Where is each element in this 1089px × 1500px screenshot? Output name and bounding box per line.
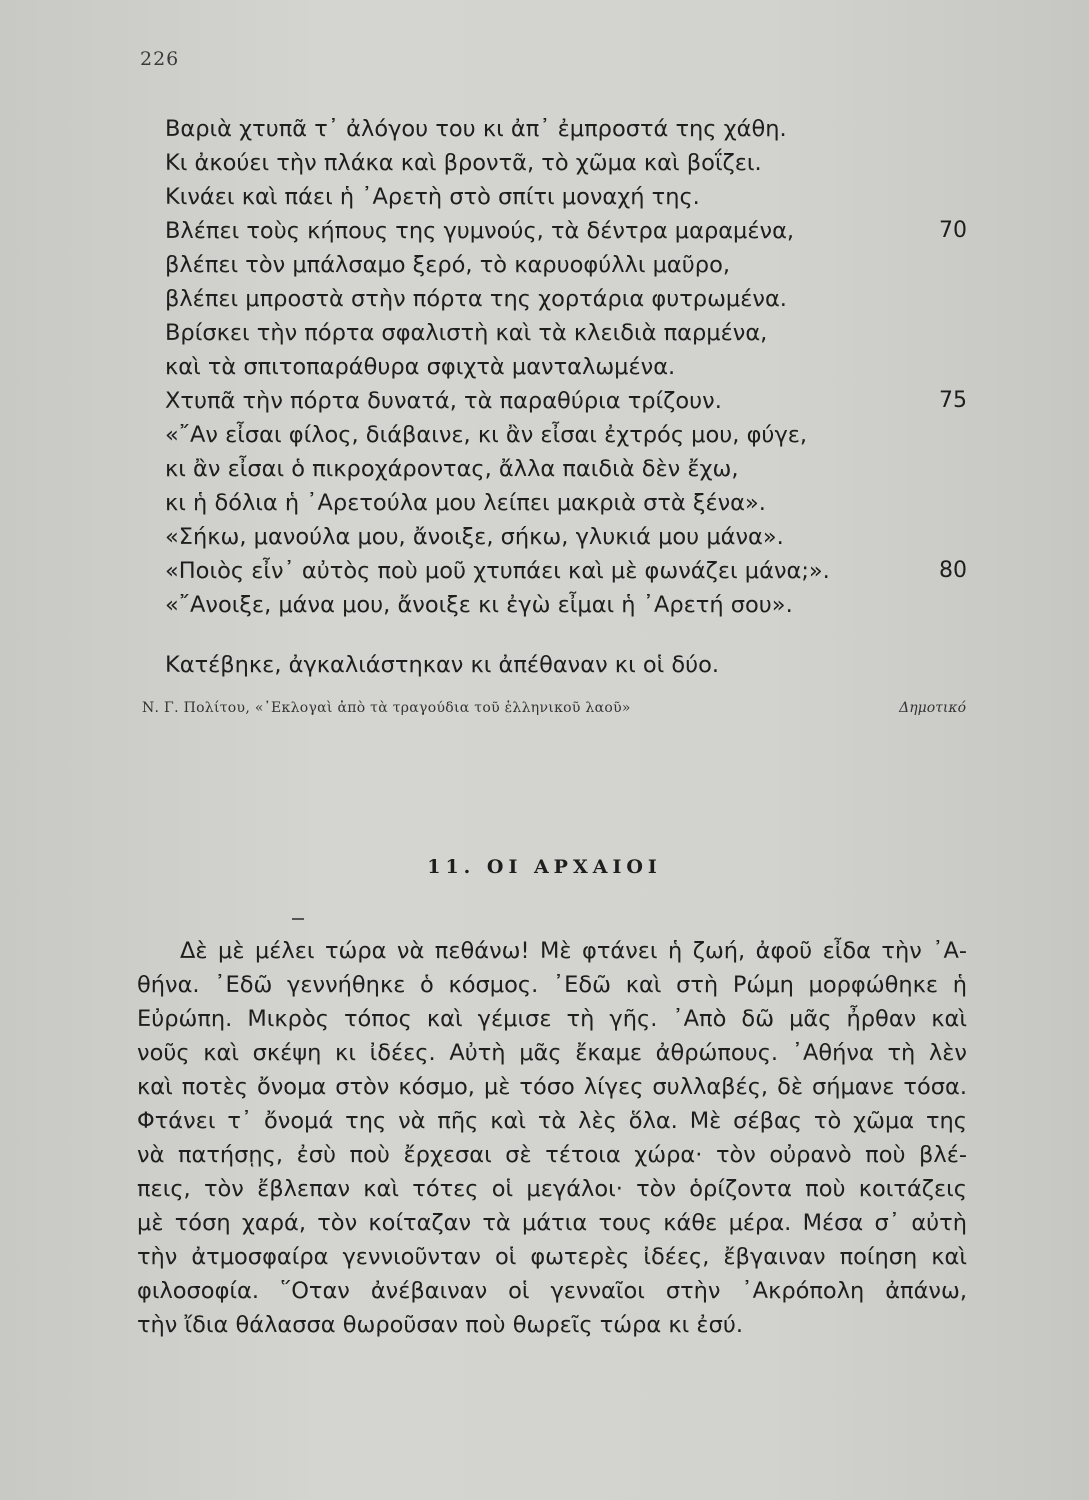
poem-line-text: «῎Ανοιξε, μάνα μου, ἄνοιξε κι ἐγὼ εἶμαι ἡ ᾽Αρετή σου».	[165, 592, 793, 618]
prose-line: φιλοσοφία. ῞Οταν ἀνέβαιναν οἱ γενναῖοι στὴν ᾽Ακρόπολη ἀπάνω,	[137, 1278, 967, 1304]
prose-line: νοῦς καὶ σκέψη κι ἰδέες. Αὐτὴ μᾶς ἔκαμε ἀθρώπους. ᾽Αθήνα τὴ λὲν	[137, 1040, 967, 1066]
poem-line-text: καὶ τὰ σπιτοπαράθυρα σφιχτὰ μανταλωμένα.	[165, 354, 676, 380]
line-number: 70	[939, 218, 967, 243]
chapter-title: 11. ΟΙ ΑΡΧΑΙΟΙ	[427, 856, 662, 878]
prose-body	[137, 934, 967, 1342]
prose-line: τὴν ἴδια θάλασσα θωροῦσαν ποὺ θωρεῖς τώρα κι ἐσύ.	[137, 1312, 744, 1338]
poem-line-text: Κι ἀκούει τὴν πλάκα καὶ βροντᾶ, τὸ χῶμα καὶ βοΐζει.	[165, 150, 762, 176]
poem-line-text: Κινάει καὶ πάει ἡ ᾽Αρετὴ στὸ σπίτι μοναχή της.	[165, 184, 700, 210]
poem-line	[165, 146, 975, 180]
prose-line: νὰ πατήσῃς, ἐσὺ ποὺ ἔρχεσαι σὲ τέτοια χώρα· τὸν οὐρανὸ ποὺ βλέ-	[137, 1142, 967, 1168]
line-number: 75	[939, 388, 967, 413]
poem-line	[165, 588, 975, 622]
poem-line-text: Βλέπει τοὺς κήπους της γυμνούς, τὰ δέντρα μαραμένα,	[165, 218, 795, 244]
poem-line-text: «Σήκω, μανούλα μου, ἄνοιξε, σήκω, γλυκιά μου μάνα».	[165, 524, 784, 550]
poem-line-text: Βρίσκει τὴν πόρτα σφαλιστὴ καὶ τὰ κλειδιὰ παρμένα,	[165, 320, 768, 346]
poem-line	[165, 112, 975, 146]
poem-line-text: Χτυπᾶ τὴν πόρτα δυνατά, τὰ παραθύρια τρίζουν.	[165, 388, 722, 414]
poem-line	[165, 180, 975, 214]
poem-line-text: βλέπει μπροστὰ στὴν πόρτα της χορτάρια φυτρωμένα.	[165, 286, 787, 312]
poem-line	[165, 486, 975, 520]
poem-line	[165, 316, 975, 350]
page-number: 226	[140, 48, 180, 70]
source-citation: Ν. Γ. Πολίτου, «᾽Εκλογαὶ ἀπὸ τὰ τραγούδια τοῦ ἑλληνικοῦ λαοῦ»	[142, 700, 631, 716]
poem-line-text: «Ποιὸς εἶν᾽ αὐτὸς ποὺ μοῦ χτυπάει καὶ μὲ φωνάζει μάνα;».	[165, 558, 830, 584]
line-number: 80	[939, 558, 967, 583]
poem-line	[165, 214, 975, 248]
source-genre: Δημοτικό	[899, 700, 966, 716]
poem-line	[165, 282, 975, 316]
divider-dash	[292, 918, 304, 920]
prose-line: Φτάνει τ᾽ ὄνομά της νὰ πῆς καὶ τὰ λὲς ὅλα. Μὲ σέβας τὸ χῶμα της	[137, 1108, 967, 1134]
poem-line-text: κι ἂν εἶσαι ὁ πικροχάροντας, ἄλλα παιδιὰ δὲν ἔχω,	[165, 456, 739, 482]
prose-line: καὶ ποτὲς ὄνομα στὸν κόσμο, μὲ τόσο λίγες συλλαβές, δὲ σήμανε τόσα.	[137, 1074, 967, 1100]
prose-line: πεις, τὸν ἔβλεπαν καὶ τότες οἱ μεγάλοι· τὸν ὁρίζοντα ποὺ κοιτάζεις	[137, 1176, 967, 1202]
poem-line	[165, 554, 975, 588]
prose-line: μὲ τόση χαρά, τὸν κοίταζαν τὰ μάτια τους κάθε μέρα. Μέσα σ᾽ αὐτὴ	[137, 1210, 967, 1236]
poem-line	[165, 384, 975, 418]
poem-final-line: Κατέβηκε, ἀγκαλιάστηκαν κι ἀπέθαναν κι οἱ δύο.	[165, 652, 720, 678]
prose-line: Δὲ μὲ μέλει τώρα νὰ πεθάνω! Μὲ φτάνει ἡ ζωή, ἀφοῦ εἶδα τὴν ᾽Α-	[180, 938, 967, 964]
prose-line: τὴν ἀτμοσφαίρα γεννιοῦνταν οἱ φωτερὲς ἰδέες, ἔβγαιναν ποίηση καὶ	[137, 1244, 967, 1270]
poem-line	[165, 452, 975, 486]
poem-line	[165, 248, 975, 282]
prose-line: θήνα. ᾽Εδῶ γεννήθηκε ὁ κόσμος. ᾽Εδῶ καὶ στὴ Ρώμη μορφώθηκε ἡ	[137, 972, 967, 998]
poem-line	[165, 520, 975, 554]
poem-line-text: Βαριὰ χτυπᾶ τ᾽ ἀλόγου του κι ἀπ᾽ ἐμπροστά της χάθη.	[165, 116, 787, 142]
poem-line-text: «῎Αν εἶσαι φίλος, διάβαινε, κι ἂν εἶσαι ἐχτρός μου, φύγε,	[165, 422, 808, 448]
prose-line: Εὐρώπη. Μικρὸς τόπος καὶ γέμισε τὴ γῆς. ᾽Απὸ δῶ μᾶς ἦρθαν καὶ	[137, 1006, 967, 1032]
poem-line-text: κι ἡ δόλια ἡ ᾽Αρετούλα μου λείπει μακριὰ στὰ ξένα».	[165, 490, 766, 516]
poem-line	[165, 350, 975, 384]
poem-line-text: βλέπει τὸν μπάλσαμο ξερό, τὸ καρυοφύλλι μαῦρο,	[165, 252, 730, 278]
poem-line	[165, 418, 975, 452]
poem	[165, 112, 975, 622]
